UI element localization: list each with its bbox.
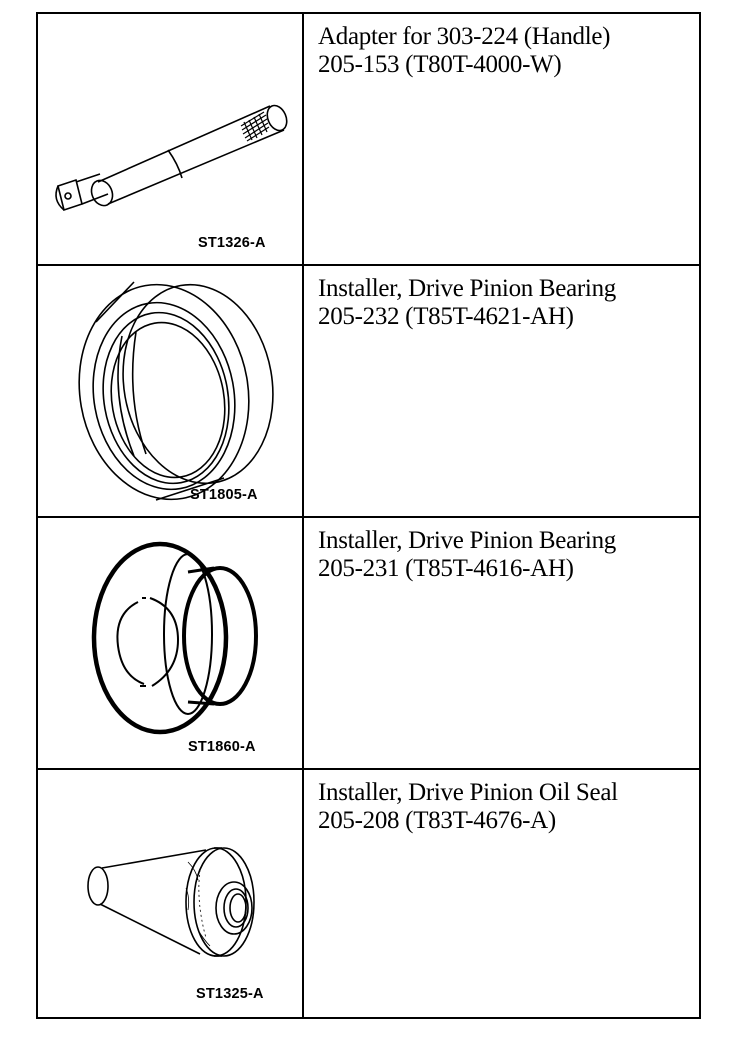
bearing-installer-ring-drawing xyxy=(38,266,302,516)
description-cell xyxy=(304,266,699,516)
figure-code: ST1326-A xyxy=(198,235,266,251)
bearing-installer-stepped-drawing xyxy=(38,518,302,768)
tool-number: 205-232 (T85T-4621-AH) xyxy=(318,303,574,330)
description-cell xyxy=(304,14,699,264)
figure-code: ST1325-A xyxy=(196,986,264,1002)
special-tools-table xyxy=(36,12,701,1019)
figure-code: ST1860-A xyxy=(188,739,256,755)
tool-row xyxy=(38,770,699,1017)
tool-name: Installer, Drive Pinion Oil Seal xyxy=(318,779,618,806)
tool-name: Installer, Drive Pinion Bearing xyxy=(318,527,616,554)
tool-number: 205-153 (T80T-4000-W) xyxy=(318,51,562,78)
description-cell xyxy=(304,518,699,768)
illustration-cell xyxy=(38,770,304,1017)
description-cell xyxy=(304,770,699,1017)
tool-number: 205-231 (T85T-4616-AH) xyxy=(318,555,574,582)
figure-code: ST1805-A xyxy=(190,487,258,503)
illustration-cell xyxy=(38,14,304,264)
tool-number: 205-208 (T83T-4676-A) xyxy=(318,807,556,834)
illustration-cell xyxy=(38,266,304,516)
tool-row xyxy=(38,14,699,266)
tool-row xyxy=(38,266,699,518)
oil-seal-installer-drawing xyxy=(38,770,302,1015)
handle-adapter-drawing xyxy=(38,14,302,264)
tool-row xyxy=(38,518,699,770)
tool-name: Adapter for 303-224 (Handle) xyxy=(318,23,611,50)
tool-name: Installer, Drive Pinion Bearing xyxy=(318,275,616,302)
illustration-cell xyxy=(38,518,304,768)
